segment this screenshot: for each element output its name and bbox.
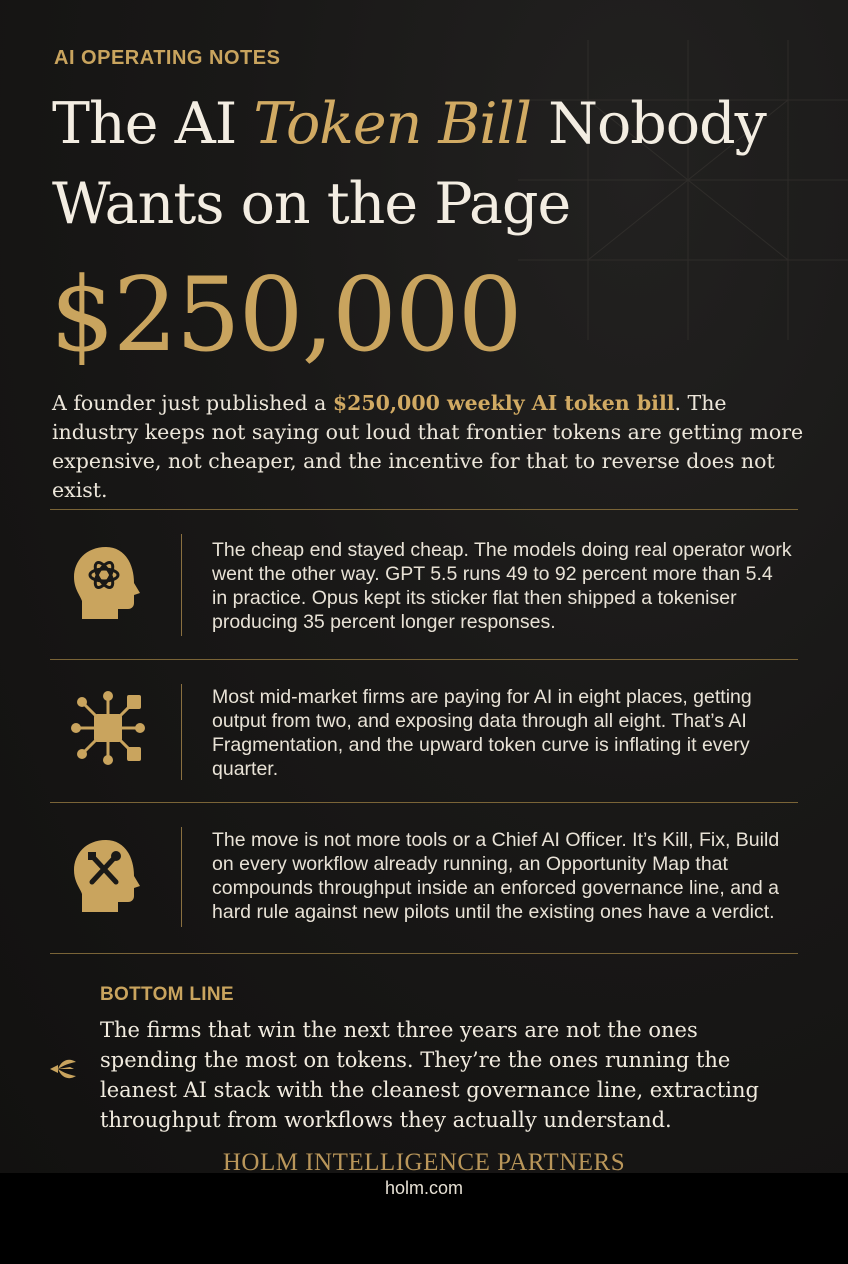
big-number: $250,000 [50, 256, 521, 375]
insight-item-2 [50, 660, 798, 802]
insight-text-2: Most mid-market firms are paying for AI in eight places, getting output from two, and exposing data through all eight. That’s AI Fragmentation, and the upward token curve is inflating it every quarter. [212, 686, 752, 780]
headline-pre: The AI [52, 91, 254, 157]
brain-head-icon [68, 543, 148, 623]
bottom-line-text: The firms that win the next three years are not the ones spending the most on tokens. They’re the ones running the leanest AI stack with the cleanest governance line, extracting throughput from workflows they actually understand. [100, 1018, 759, 1132]
tools-head-icon [68, 836, 148, 916]
headline [52, 84, 812, 244]
intro-paragraph [52, 389, 812, 505]
insight-text-3: The move is not more tools or a Chief AI Officer. It’s Kill, Fix, Build on every workflow already running, an Opportunity Map that compounds throughput inside an enforced governance line, and a hard rule against new pilots until the existing ones have a verdict. [212, 829, 780, 923]
bottom-line-label: BOTTOM LINE [100, 984, 234, 1005]
headline-post: Nobody Wants on the Page [52, 91, 766, 237]
insight-item-3 [50, 803, 798, 953]
intro-post: . The industry keeps not saying out loud that frontier tokens are getting more expensive, not cheaper, and the incentive for that to reverse does not exist. [52, 391, 804, 502]
website-url[interactable]: holm.com [384, 1178, 464, 1198]
ornament-icon [48, 1054, 78, 1084]
network-nodes-icon [68, 688, 148, 768]
intro-highlight: $250,000 weekly AI token bill [332, 391, 675, 415]
eyebrow-label: AI OPERATING NOTES [54, 47, 281, 69]
brand-name: HOLM INTELLIGENCE PARTNERS [222, 1149, 626, 1173]
vertical-divider [181, 684, 182, 780]
intro-pre: A founder just published a [52, 391, 333, 415]
vertical-divider [181, 534, 182, 636]
divider [50, 953, 798, 954]
insight-item-1 [50, 510, 798, 659]
insight-text-1: The cheap end stayed cheap. The models doing real operator work went the other way. GPT 5.5 runs 49 to 92 percent more than 5.4 in practice. Opus kept its sticker flat then shipped a tokeniser producing 35 percent longer responses. [212, 539, 792, 633]
vertical-divider [181, 827, 182, 927]
headline-emphasis: Token Bill [253, 91, 531, 157]
